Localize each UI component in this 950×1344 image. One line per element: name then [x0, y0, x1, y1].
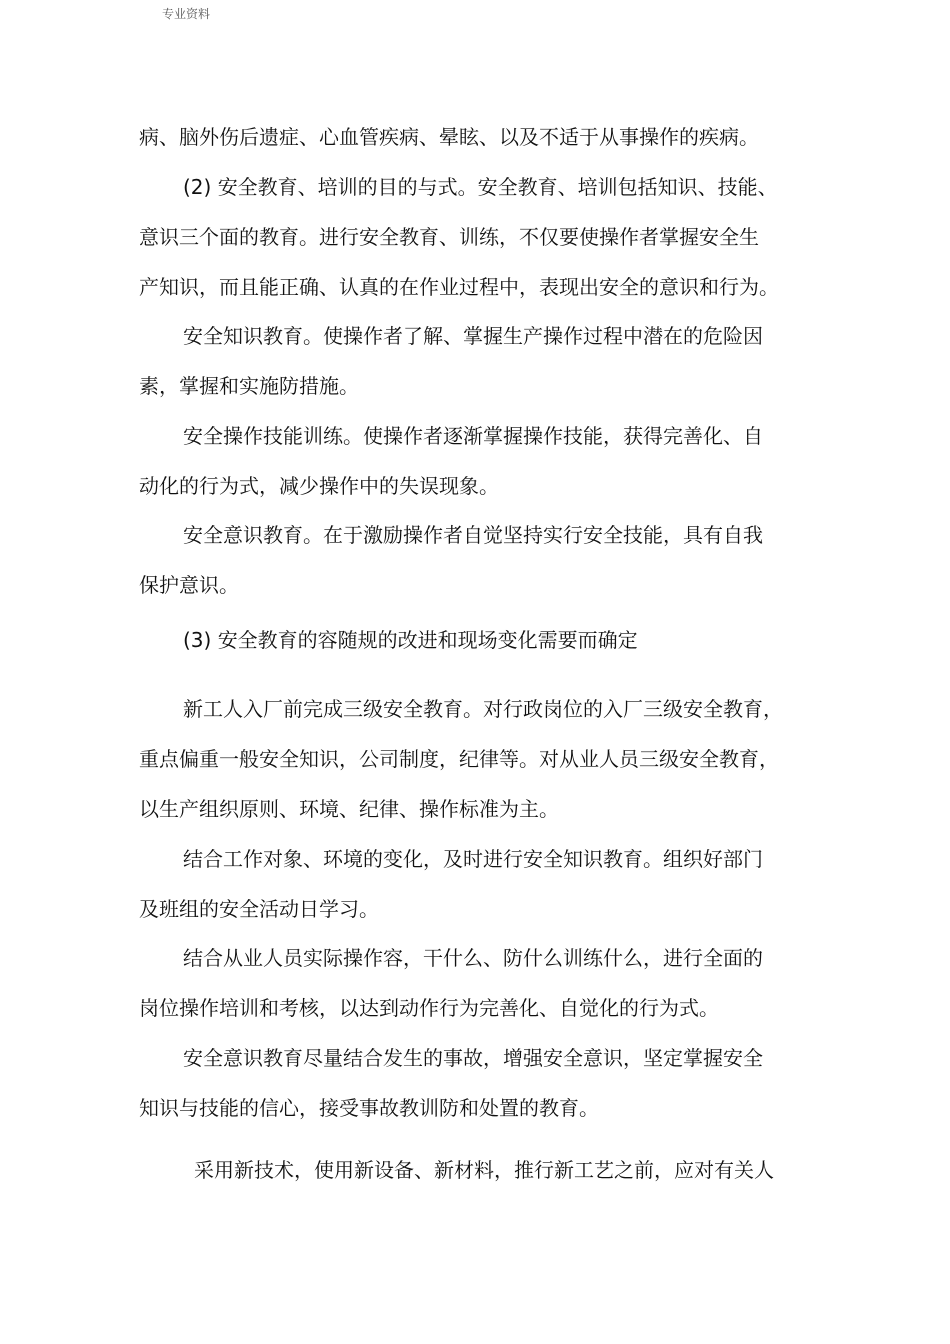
body-line: 意识三个面的教育。进行安全教育、训练，不仅要使操作者掌握安全生	[139, 225, 759, 249]
body-line: 动化的行为式，减少操作中的失误现象。	[139, 474, 499, 498]
body-line: 结合从业人员实际操作容，干什么、防什么训练什么，进行全面的	[183, 946, 763, 970]
body-line: 素，掌握和实施防措施。	[139, 374, 359, 398]
body-line: 安全意识教育尽量结合发生的事故，增强安全意识，坚定掌握安全	[183, 1046, 763, 1070]
body-line: (3) 安全教育的容随规的改进和现场变化需要而确定	[183, 628, 638, 652]
body-line: 安全操作技能训练。使操作者逐渐掌握操作技能，获得完善化、自	[183, 424, 763, 448]
body-line: 以生产组织原则、环境、纪律、操作标准为主。	[139, 797, 559, 821]
body-line: 及班组的安全活动日学习。	[139, 897, 379, 921]
body-line: 病、脑外伤后遗症、心血管疾病、晕眩、以及不适于从事操作的疾病。	[139, 125, 759, 149]
body-line: 产知识，而且能正确、认真的在作业过程中，表现出安全的意识和行为。	[139, 275, 779, 299]
body-line: 新工人入厂前完成三级安全教育。对行政岗位的入厂三级安全教育，	[183, 697, 783, 721]
body-line: 安全知识教育。使操作者了解、掌握生产操作过程中潜在的危险因	[183, 324, 763, 348]
body-line: 重点偏重一般安全知识，公司制度，纪律等。对从业人员三级安全教育，	[139, 747, 779, 771]
body-line: 采用新技术，使用新设备、新材料，推行新工艺之前，应对有关人	[194, 1158, 774, 1182]
body-line: 岗位操作培训和考核，以达到动作行为完善化、自觉化的行为式。	[139, 996, 719, 1020]
body-line: 保护意识。	[139, 573, 239, 597]
body-line: 知识与技能的信心，接受事故教训防和处置的教育。	[139, 1096, 599, 1120]
body-line: 安全意识教育。在于激励操作者自觉坚持实行安全技能，具有自我	[183, 523, 763, 547]
body-line: 结合工作对象、环境的变化，及时进行安全知识教育。组织好部门	[183, 847, 763, 871]
page-header-label: 专业资料	[162, 7, 211, 21]
body-line: (2) 安全教育、培训的目的与式。安全教育、培训包括知识、技能、	[183, 175, 778, 199]
